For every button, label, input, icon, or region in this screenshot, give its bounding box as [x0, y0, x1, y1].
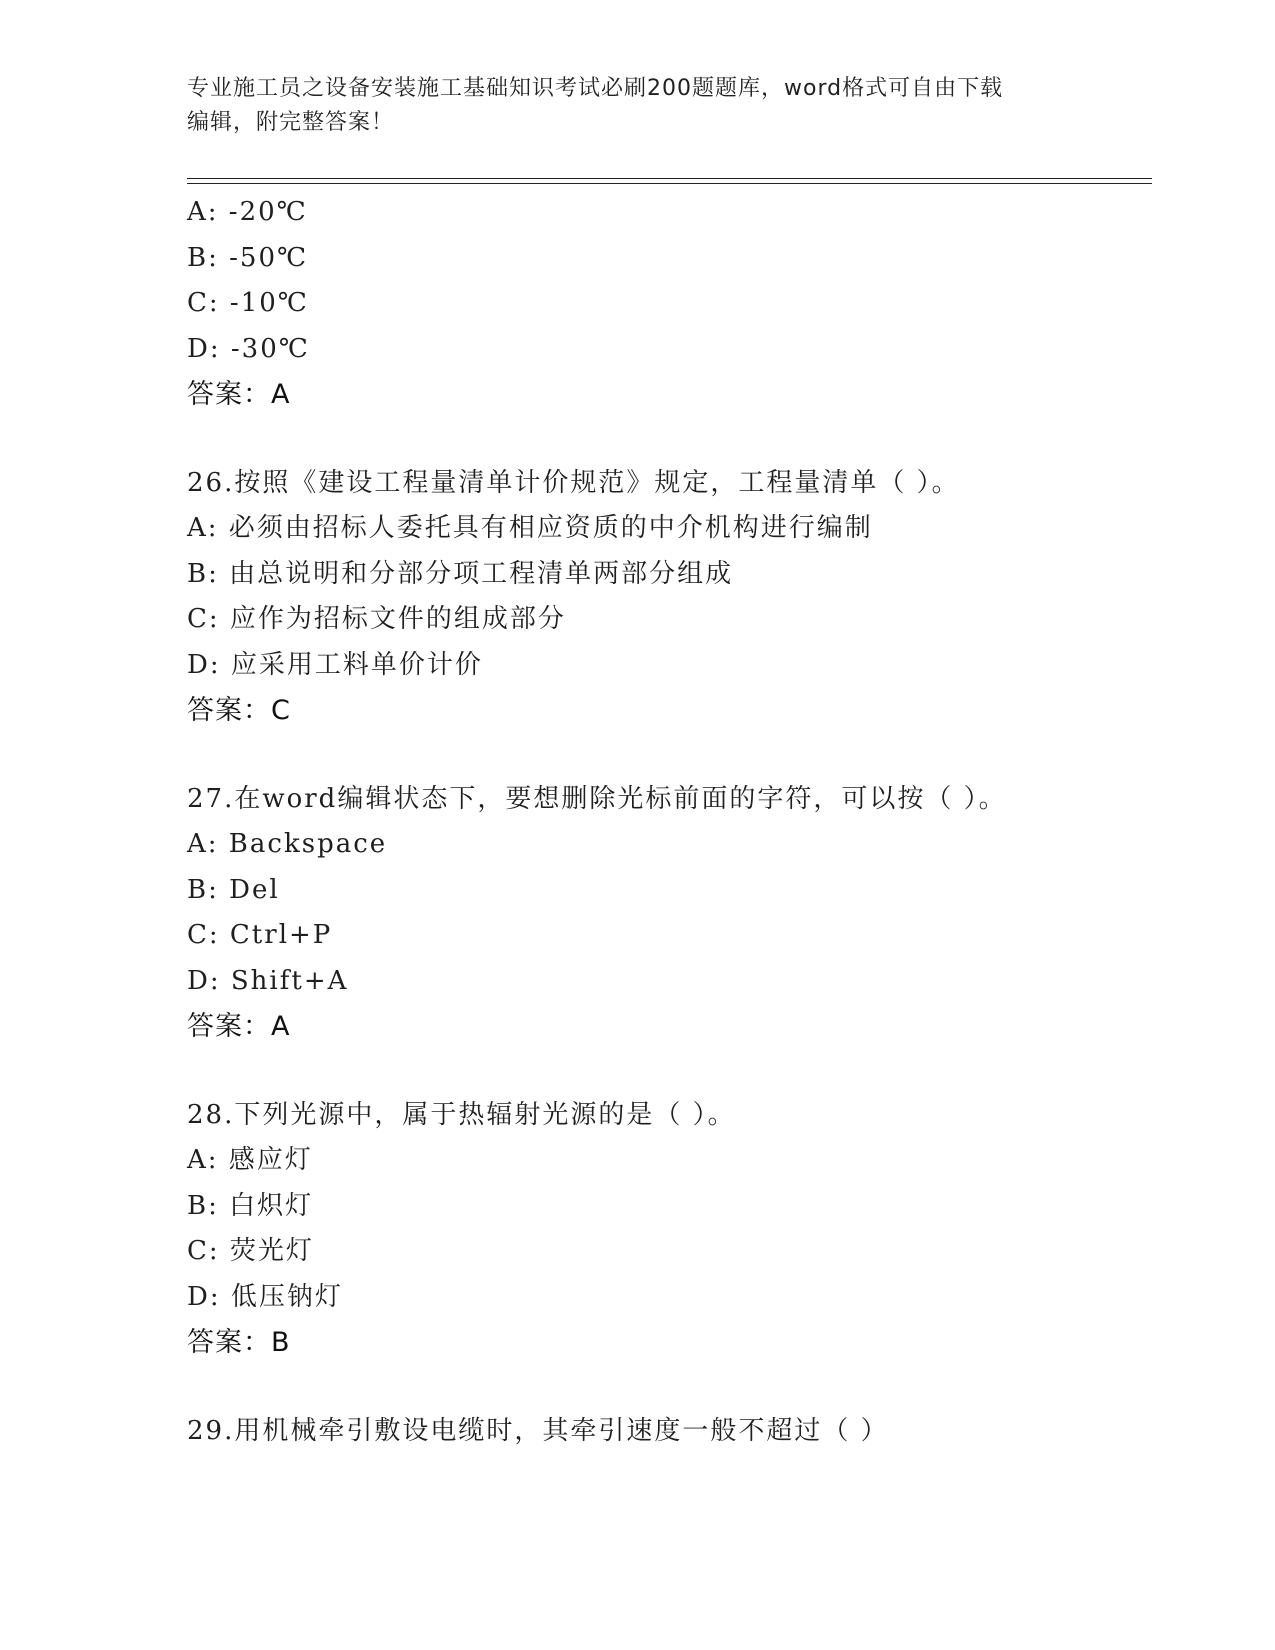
option-a: A: 必须由招标人委托具有相应资质的中介机构进行编制	[187, 513, 873, 543]
option-d: D: Shift+A	[187, 965, 349, 996]
answer-text: 答案：B	[187, 1327, 291, 1358]
header-divider-bottom	[187, 183, 1152, 184]
option-b: B: -50℃	[187, 242, 309, 273]
header-divider-top	[187, 178, 1152, 179]
question-text: 27.在word编辑状态下，要想删除光标前面的字符，可以按（ ）。	[187, 783, 1007, 814]
option-b: B: 由总说明和分部分项工程清单两部分组成	[187, 558, 734, 589]
option-d: D: 应采用工料单价计价	[187, 649, 483, 680]
question-block-25	[187, 190, 1147, 418]
question-text: 28.下列光源中，属于热辐射光源的是（ ）。	[187, 1099, 736, 1130]
question-list	[187, 190, 1147, 1454]
spacer	[187, 734, 1147, 777]
option-a: A: 感应灯	[187, 1145, 313, 1175]
option-b: B: Del	[187, 874, 280, 905]
spacer	[187, 1366, 1147, 1409]
option-c: C: Ctrl+P	[187, 920, 333, 950]
question-text: 26.按照《建设工程量清单计价规范》规定，工程量清单（ ）。	[187, 467, 960, 498]
question-block-26	[187, 461, 1147, 734]
option-a: A: -20℃	[187, 197, 308, 227]
question-text: 29.用机械牵引敷设电缆时，其牵引速度一般不超过（ ）	[187, 1415, 889, 1446]
question-block-28	[187, 1093, 1147, 1366]
spacer	[187, 418, 1147, 461]
option-a: A: Backspace	[187, 829, 388, 859]
spacer	[187, 1050, 1147, 1093]
document-header	[187, 72, 1087, 140]
header-title-line-1: 专业施工员之设备安装施工基础知识考试必刷200题题库，word格式可自由下载	[187, 76, 1004, 101]
option-d: D: 低压钠灯	[187, 1281, 343, 1312]
option-c: C: -10℃	[187, 288, 309, 318]
option-c: C: 荧光灯	[187, 1236, 314, 1266]
answer-text: 答案：A	[187, 379, 291, 410]
option-c: C: 应作为招标文件的组成部分	[187, 604, 566, 634]
question-block-27	[187, 777, 1147, 1050]
option-b: B: 白炽灯	[187, 1190, 314, 1221]
header-title-line-2: 编辑，附完整答案！	[187, 110, 395, 135]
answer-text: 答案：A	[187, 1011, 291, 1042]
question-block-29	[187, 1409, 1147, 1455]
answer-text: 答案：C	[187, 695, 291, 726]
option-d: D: -30℃	[187, 333, 310, 364]
